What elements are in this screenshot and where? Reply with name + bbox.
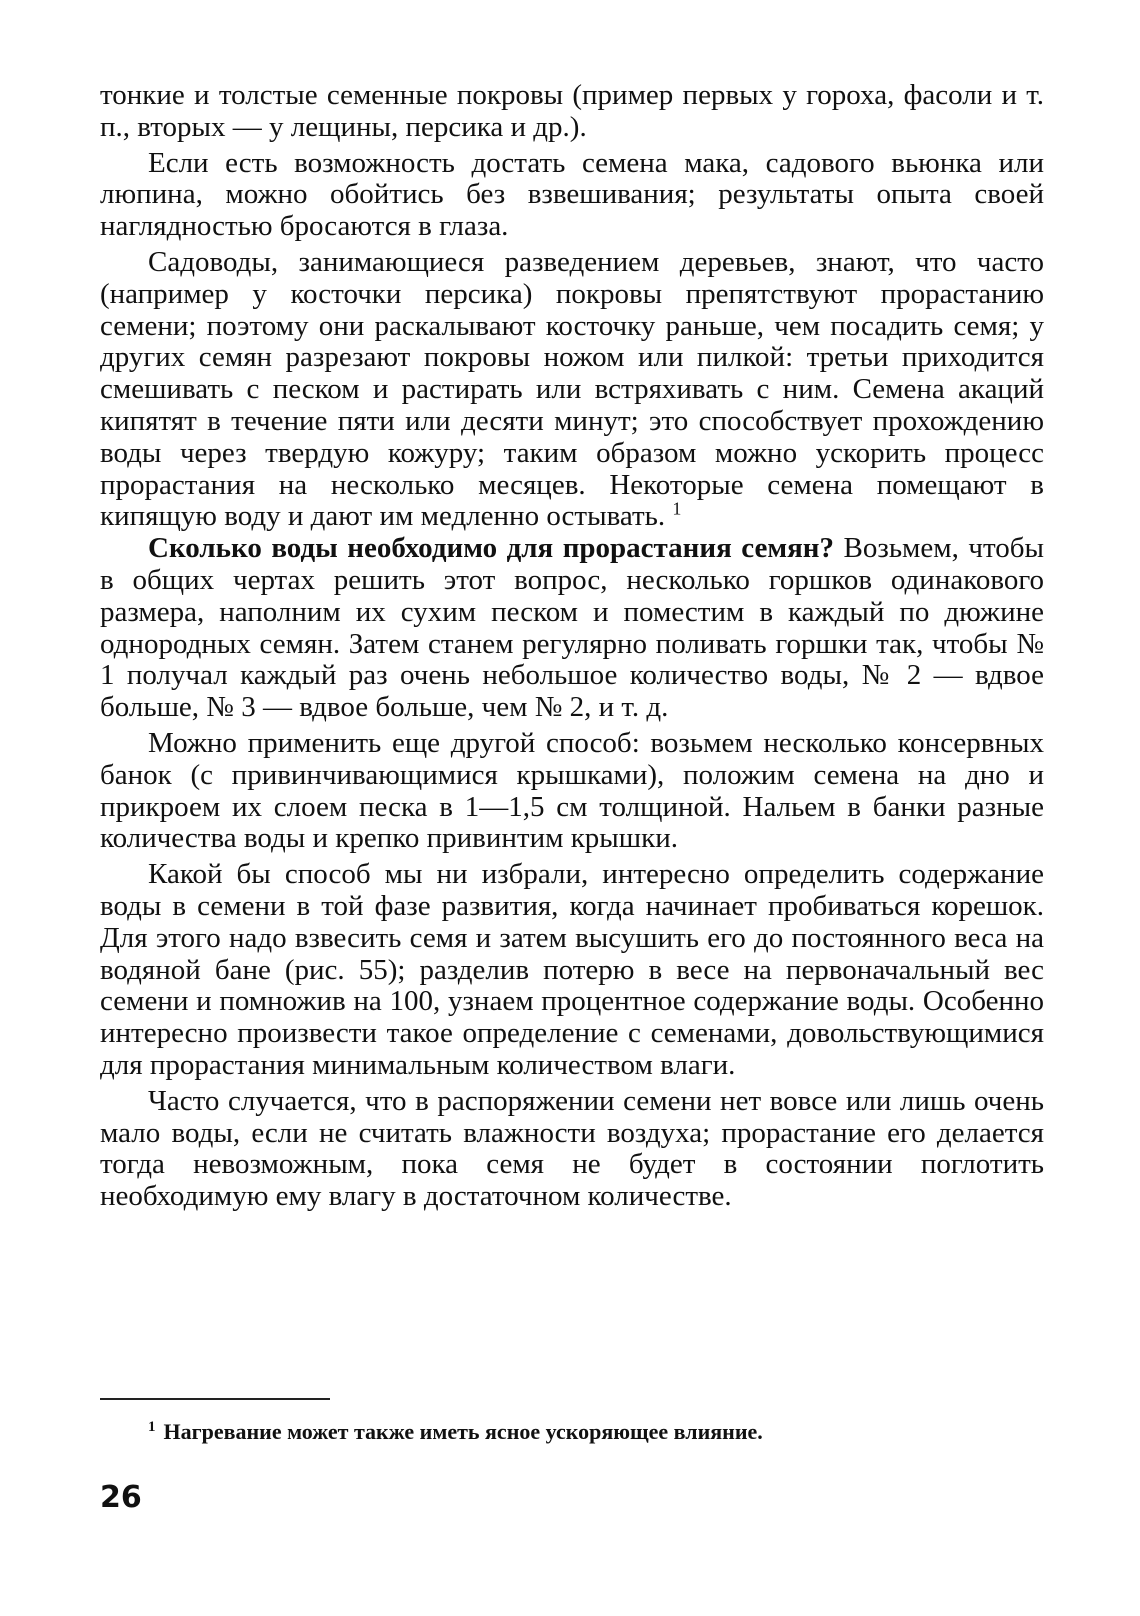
paragraph-4	[100, 533, 1044, 724]
paragraph-3-text: Садоводы, занимающиеся разведением деревьев, знают, что часто (например у косточки персика) покровы препятствуют прорастанию семени; поэтому они раскалывают косточку раньше, чем посадить семя; у других семян разрезают покровы ножом или пилкой: третьи приходится смешивать с песком и растирать или встряхивать с ним. Семена акаций кипятят в течение пяти или десяти минут; это способствует прохождению воды через твердую кожуру; таким образом можно ускорить процесс прорастания на несколько месяцев. Некоторые семена помещают в кипящую воду и дают им медленно остывать.	[100, 245, 1044, 533]
paragraph-6: Какой бы способ мы ни избрали, интересно определить содержание воды в семени в той фазе развития, когда начинает пробиваться корешок. Для этого надо взвесить семя и затем высушить его до постоянного веса на водяной бане (рис. 55); разделив потерю в весе на первоначальный вес семени и помножив на 100, узнаем процентное содержание воды. Особенно интересно произвести такое определение с семенами, довольствующимися для прорастания минимальным количеством влаги.	[100, 858, 1044, 1081]
paragraph-4-text: Возьмем, чтобы в общих чертах решить этот вопрос, несколько горшков одинакового размера, наполним их сухим песком и поместим в каждый по дюжине однородных семян. Затем станем регулярно поливать горшки так, чтобы № 1 получал каждый раз очень небольшое количество воды, № 2 — вдвое больше, № 3 — вдвое больше, чем № 2, и т. д.	[100, 532, 1045, 724]
section-heading: Сколько воды необходимо для прорастания семян?	[148, 532, 835, 565]
paragraph-2: Если есть возможность достать семена мака, садового вьюнка или люпина, можно обойтись без взвешивания; результаты опыта своей наглядностью бросаются в глаза.	[100, 146, 1044, 243]
paragraph-1: тонкие и толстые семенные покровы (пример первых у гороха, фасоли и т. п., вторых — у лещины, персика и др.).	[100, 79, 1044, 143]
footnote-text: Нагревание может также иметь ясное ускоряющее влияние.	[163, 1419, 763, 1444]
footnote	[148, 1418, 763, 1446]
footnote-marker: 1	[148, 1418, 156, 1435]
footnote-reference: 1	[672, 498, 682, 519]
page-body	[100, 80, 1044, 1213]
paragraph-7: Часто случается, что в распоряжении семени нет вовсе или лишь очень мало воды, если не считать влажности воздуха; прорастание его делается тогда невозможным, пока семя не будет в состоянии поглотить необходимую ему влагу в достаточном количестве.	[100, 1084, 1044, 1213]
paragraph-5: Можно применить еще другой способ: возьмем несколько консервных банок (с привинчивающимися крышками), положим семена на дно и прикроем их слоем песка в 1—1,5 см толщиной. Нальем в банки разные количества воды и крепко привинтим крышки.	[100, 726, 1044, 855]
footnote-divider	[100, 1398, 330, 1400]
paragraph-3	[100, 247, 1044, 533]
page-number: 26	[100, 1480, 142, 1515]
